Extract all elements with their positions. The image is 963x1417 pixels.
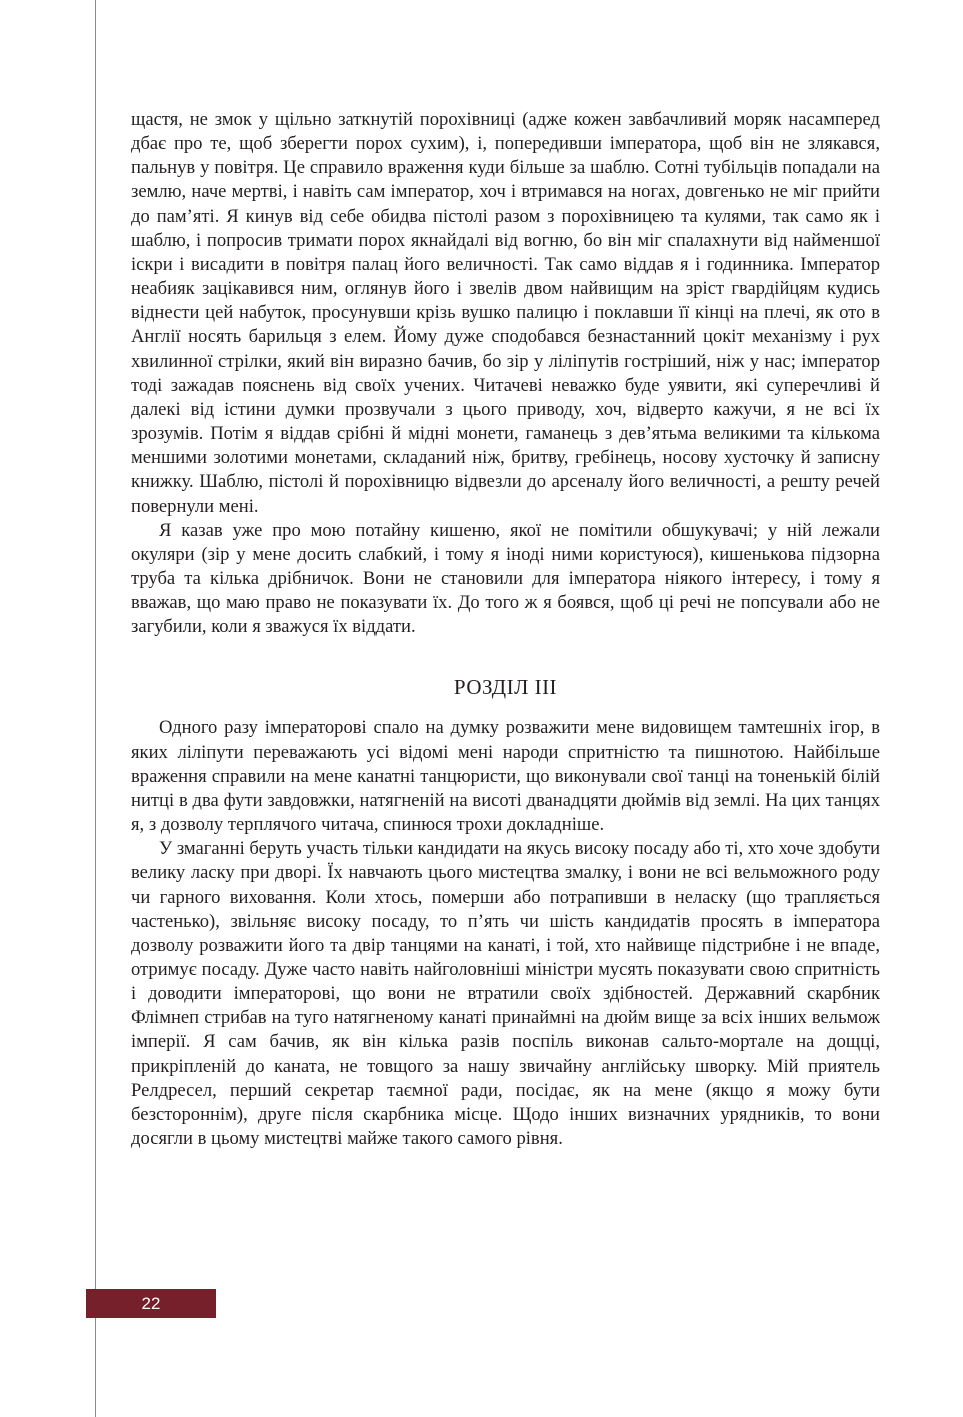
paragraph-rope-dancers: У змаганні беруть участь тільки кандидати на якусь високу посаду або ті, хто хоче здобути велику ласку при дворі. Їх навчають цього мистецтва змалку, і вони не всі вельможного роду чи гарного виховання. Коли хтось, померши або потрапивши в неласку (що трапляється частенько), звільняє високу посаду, то п’ять чи шість кандидатів просять в імператора дозволу розважити його та двір танцями на канаті, і той, хто найвище підстрибне і не впаде, отримує посаду. Дуже часто навіть найголовніші міністри мусять показувати свою спритність і доводити імператорові, що вони не втратили своїх здібностей. Державний скарбник Флімнеп стрибав на туго натягненому канаті принаймні на дюйм вище за всіх інших вельмож імперії. Я сам бачив, як він кілька разів поспіль виконав сальто-мортале на дощці, прикріпленій до каната, не товщого за нашу звичайну англійську шворку. Мій приятель Релдресел, перший секретар таємної ради, посідає, як на мене (якщо я можу бути безстороннім), друге після скарбника місце. Щодо інших визначних урядників, то вони досягли в цьому мистецтві майже такого самого рівня.	[131, 838, 881, 1150]
paragraph-hidden-pocket: Я казав уже про мою потайну кишеню, якої не помітили обшукувачі; у ній лежали окуляри (зір у мене досить слабкий, і тому я іноді ними користуюся), кишенькова підзорна труба та кілька дрібничок. Вони не становили для імператора ніякого інтересу, і тому я вважав, що маю право не показувати їх. До того ж я боявся, щоб ці речі не попсували або не загубили, коли я зважуся їх віддати.	[131, 519, 880, 638]
page-number: 22	[141, 1294, 161, 1313]
chapter-heading: РОЗДІЛ III	[453, 675, 558, 700]
margin-rule	[95, 0, 96, 1417]
body-text	[131, 108, 880, 1151]
paragraph-games: Одного разу імператорові спало на думку розважити мене видовищем тамтешніх ігор, в яких ліліпути переважають усі відомі мені народи спритністю та пишнотою. Найбільше враження справили на мене канатні танцюристи, що виконували свої танці на тоненькій білій нитці в два фути завдовжки, натягненій на висоті дванадцяти дюймів від землі. На цих танцях я, з дозволу терплячого читача, спинюся трохи докладніше.	[131, 717, 880, 836]
paragraph-continued: щастя, не змок у щільно заткнутій порохівниці (адже кожен завбачливий моряк насамперед дбає про те, щоб зберегти порох сухим), і, попередивши імператора, щоб він не злякався, пальнув у повітря. Це справило враження куди більше за шаблю. Сотні тубільців попадали на землю, наче мертві, і навіть сам імператор, хоч і втримався на ногах, довгенько не міг прийти до пам’яті. Я кинув від себе обидва пістолі разом з порохівницею та кулями, так само як і шаблю, і попросив тримати порох якнайдалі від вогню, бо він міг спалахнути від найменшої іскри і висадити в повітря палац його величності. Так само віддав я і годинника. Імператор неабияк зацікавився ним, оглянув його і звелів двом найвищим на зріст гвардійцям кудись віднести цей набуток, просунувши крізь вушко палицю і поклавши її кінці на плечі, як ото в Англії носять барильця з елем. Йому дуже сподобався безнастанний цокіт механізму і рух хвилинної стрілки, який він виразно бачив, бо зір у ліліпутів гостріший, ніж у нас; імператор тоді зажадав пояснень від своїх учених. Читачеві неважко буде уявити, які суперечливі й далекі від істини думки прозвучали з цього приводу, хоч, відверто кажучи, я не всі їх зрозумів. Потім я віддав срібні й мідні монети, гаманець з дев’ятьма великими та кількома меншими золотими монетами, складаний ніж, бритву, гребінець, носову хусточку й записну книжку. Шаблю, пістолі й порохівницю відвезли до арсеналу його величності, а решту речей повернули мені.	[131, 109, 880, 517]
